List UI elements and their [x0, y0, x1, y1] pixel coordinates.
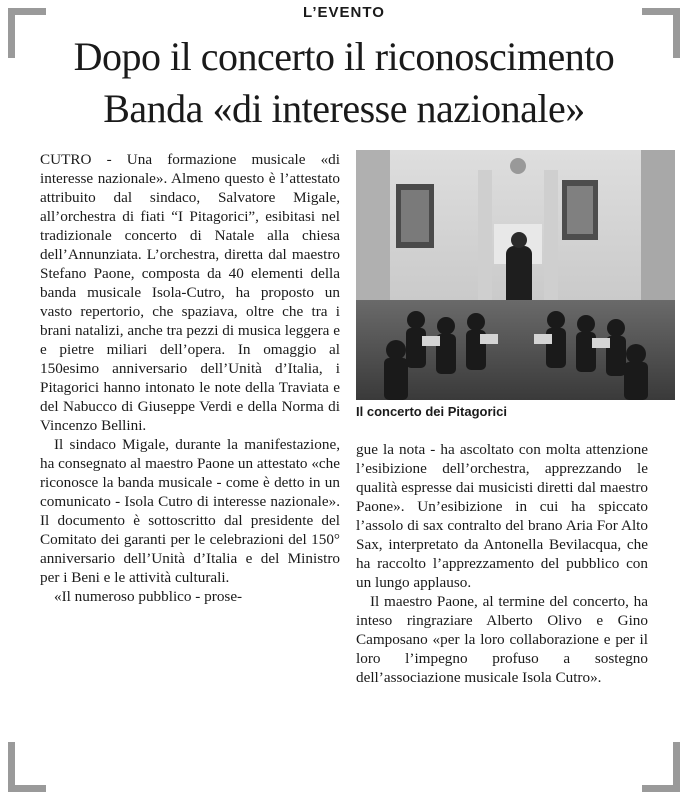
section-label: L’EVENTO: [303, 4, 385, 21]
paragraph-2: Il sindaco Migale, durante la manifestazione, ha consegnato al maestro Paone un attestato «che riconosce la banda musicale - come è detto in un comunicato - Isola Cutro di interesse nazionale». Il documento è sottoscritto dal presidente del Comitato dei garanti per le celebrazioni del 150° anniversario dell’Unità d’Italia e del Ministro per i Beni e le attività culturali.: [40, 436, 340, 586]
concert-photo-image: [356, 150, 675, 400]
article-column-2: [356, 440, 648, 687]
paragraph-4: gue la nota - ha ascoltato con molta attenzione l’esibizione dell’orchestra, apprezzando le qualità espresse dai musicisti diretti dal maestro Paone». Un’esibizione in cui ha spiccato l’assolo di sax contralto del brano Aria For Alto Sax, interpretato da Antonella Bevilacqua, che ha raccolto l’apprezzamento del pubblico con un lungo applauso.: [356, 441, 648, 591]
corner-bracket-bottom-right-v: [673, 742, 680, 792]
concert-photo: [356, 150, 675, 400]
headline-line-2: Banda «di interesse nazionale»: [103, 86, 585, 131]
photo-caption: Il concerto dei Pitagorici: [356, 404, 507, 419]
corner-bracket-bottom-left-v: [8, 742, 15, 792]
paragraph-1: CUTRO - Una formazione musicale «di interesse nazionale». Almeno questo è l’attestato attribuito dal sindaco, Salvatore Migale, all’orchestra di fiati “I Pitagorici”, esibitasi nel tradizionale concerto di Natale alla chiesa dell’Annunziata. L’orchestra, diretta dal maestro Stefano Paone, composta da 40 elementi della banda musicale Isola-Cutro, ha proposto un vasto repertorio, che spaziava, oltre che tra i brani natalizi, anche tra pezzi di musica leggera e e pietre miliari dell’opera. In omaggio al 150esimo anniversario dell’Unità d’Italia, i Pitagorici hanno intonato le note della Traviata e del Nabucco di Giuseppe Verdi e della Norma di Vincenzo Bellini.: [40, 151, 340, 434]
headline-line-1: Dopo il concerto il riconoscimento: [73, 34, 615, 79]
paragraph-3: «Il numeroso pubblico - prose-: [54, 588, 243, 605]
article-column-1: [40, 150, 340, 606]
paragraph-5: Il maestro Paone, al termine del concerto, ha inteso ringraziare Alberto Olivo e Gino Camposano «per la loro collaborazione e per il loro l’impegno profuso a sostegno dell’associazione musicale Isola Cutro».: [356, 593, 648, 686]
